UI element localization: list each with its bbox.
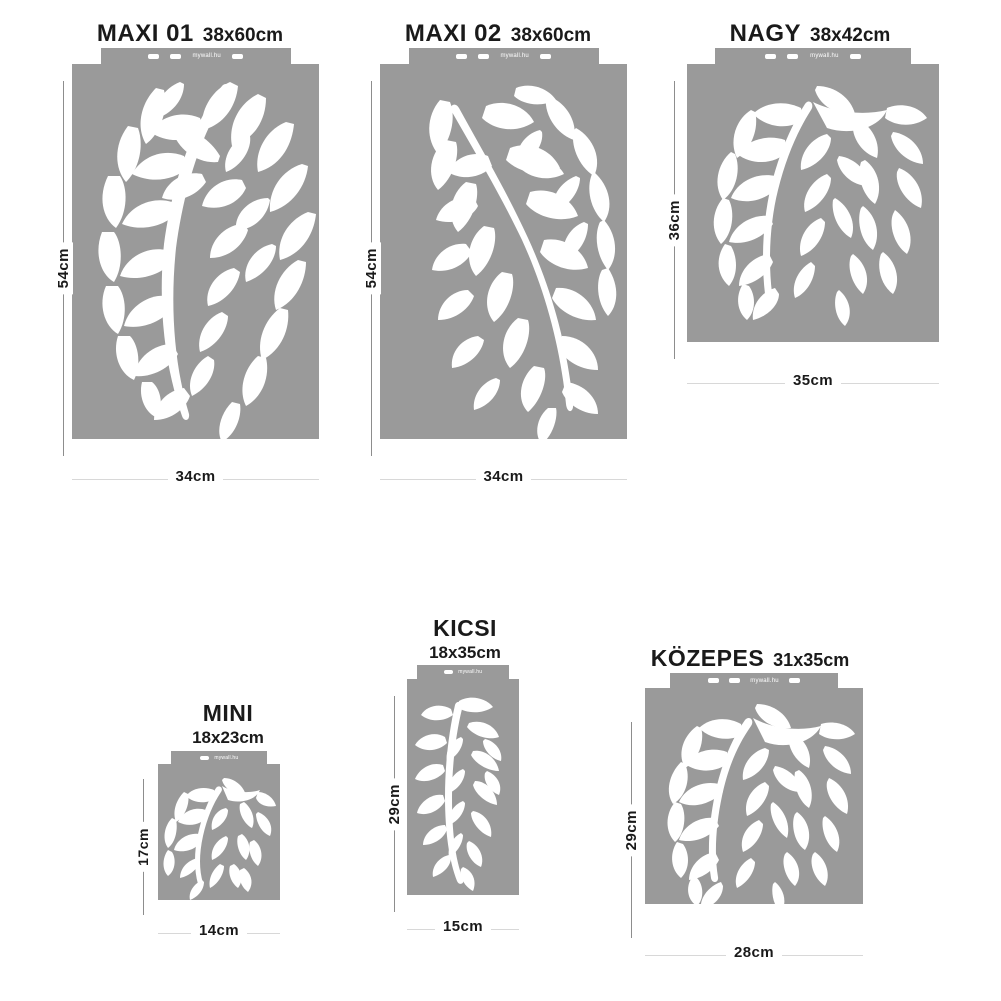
sheet-body xyxy=(158,764,280,900)
width-measure-kozepes xyxy=(645,944,863,966)
sheet-body xyxy=(645,688,863,904)
variant-dimension: 18x35cm xyxy=(429,643,501,662)
product-variant-mini xyxy=(128,700,328,939)
hang-hole-icon xyxy=(708,678,719,683)
height-label: 54cm xyxy=(362,242,381,294)
variant-dimension: 31x35cm xyxy=(773,650,850,670)
hang-hole-icon xyxy=(200,756,209,760)
variant-dimension: 38x60cm xyxy=(510,25,592,46)
width-measure-kicsi xyxy=(407,918,519,940)
product-variant-maxi01 xyxy=(40,20,340,485)
stencil-sheet-maxi02 xyxy=(380,53,627,439)
product-variant-kicsi xyxy=(360,615,570,935)
variant-title-maxi01 xyxy=(40,20,340,48)
variant-name: MAXI 02 xyxy=(404,20,502,47)
variant-title-kicsi xyxy=(360,615,570,663)
hang-hole-icon xyxy=(170,54,181,59)
height-label: 29cm xyxy=(622,804,641,856)
brand-label: mywall.hu xyxy=(810,53,839,59)
height-label: 36cm xyxy=(665,194,684,246)
hanging-tab xyxy=(417,665,509,679)
width-measure-mini xyxy=(158,922,280,944)
width-measure-nagy xyxy=(687,372,939,394)
hang-hole-icon xyxy=(456,54,467,59)
variant-name: KÖZEPES xyxy=(650,645,765,671)
hang-hole-icon xyxy=(765,54,776,59)
height-measure-kicsi xyxy=(382,696,406,912)
height-label: 54cm xyxy=(54,242,73,294)
height-measure-nagy xyxy=(661,81,687,359)
width-label: 28cm xyxy=(726,944,782,961)
leaf-pattern-artwork xyxy=(687,64,939,342)
variant-title-nagy xyxy=(655,20,965,48)
width-label: 34cm xyxy=(168,468,224,485)
width-measure-maxi01 xyxy=(72,468,319,490)
sheet-body xyxy=(72,64,319,439)
height-measure-mini xyxy=(132,779,154,915)
hanging-tab xyxy=(101,48,291,64)
stencil-sheet-nagy xyxy=(687,53,939,342)
width-label: 35cm xyxy=(785,372,841,389)
height-measure-maxi01 xyxy=(50,81,76,456)
hanging-tab xyxy=(409,48,599,64)
product-variant-kozepes xyxy=(605,645,895,961)
hanging-tab xyxy=(670,673,838,688)
hanging-tab xyxy=(715,48,911,64)
width-label: 34cm xyxy=(476,468,532,485)
hang-hole-icon xyxy=(789,678,800,683)
height-label: 17cm xyxy=(134,822,152,872)
leaf-pattern-artwork xyxy=(158,764,280,900)
leaf-pattern-artwork xyxy=(645,688,863,904)
variant-title-kozepes xyxy=(605,645,895,672)
stencil-sheet-kicsi xyxy=(407,669,519,895)
brand-label: mywall.hu xyxy=(500,53,529,59)
sheet-body xyxy=(380,64,627,439)
hang-hole-icon xyxy=(540,54,551,59)
sheet-body xyxy=(687,64,939,342)
variant-name: KICSI xyxy=(433,615,497,641)
hang-hole-icon xyxy=(478,54,489,59)
height-measure-maxi02 xyxy=(358,81,384,456)
leaf-pattern-artwork xyxy=(407,679,519,895)
brand-label: mywall.hu xyxy=(192,53,221,59)
stencil-sheet-maxi01 xyxy=(72,53,319,439)
hang-hole-icon xyxy=(148,54,159,59)
brand-label: mywall.hu xyxy=(750,677,779,684)
stencil-sheet-kozepes xyxy=(645,677,863,904)
stencil-sheet-mini xyxy=(158,754,280,900)
hang-hole-icon xyxy=(444,670,453,674)
variant-name: MINI xyxy=(202,700,254,726)
variant-dimension: 38x42cm xyxy=(810,25,891,46)
hang-hole-icon xyxy=(850,54,861,59)
hanging-tab xyxy=(171,751,267,764)
leaf-pattern-artwork xyxy=(72,64,319,439)
width-label: 15cm xyxy=(435,918,491,935)
brand-label: mywall.hu xyxy=(458,669,483,675)
width-label: 14cm xyxy=(191,922,247,939)
height-label: 29cm xyxy=(385,778,404,830)
width-measure-maxi02 xyxy=(380,468,627,490)
variant-dimension: 38x60cm xyxy=(202,25,284,46)
variant-title-maxi02 xyxy=(348,20,648,48)
hang-hole-icon xyxy=(729,678,740,683)
height-measure-kozepes xyxy=(619,722,643,938)
variant-title-mini xyxy=(128,700,328,748)
product-variant-maxi02 xyxy=(348,20,648,485)
variant-name: MAXI 01 xyxy=(96,20,194,47)
variant-name: NAGY xyxy=(729,20,802,47)
product-variant-nagy xyxy=(655,20,965,389)
brand-label: mywall.hu xyxy=(214,754,239,761)
hang-hole-icon xyxy=(787,54,798,59)
leaf-pattern-artwork xyxy=(380,64,627,439)
hang-hole-icon xyxy=(232,54,243,59)
sheet-body xyxy=(407,679,519,895)
variant-dimension: 18x23cm xyxy=(192,728,264,747)
